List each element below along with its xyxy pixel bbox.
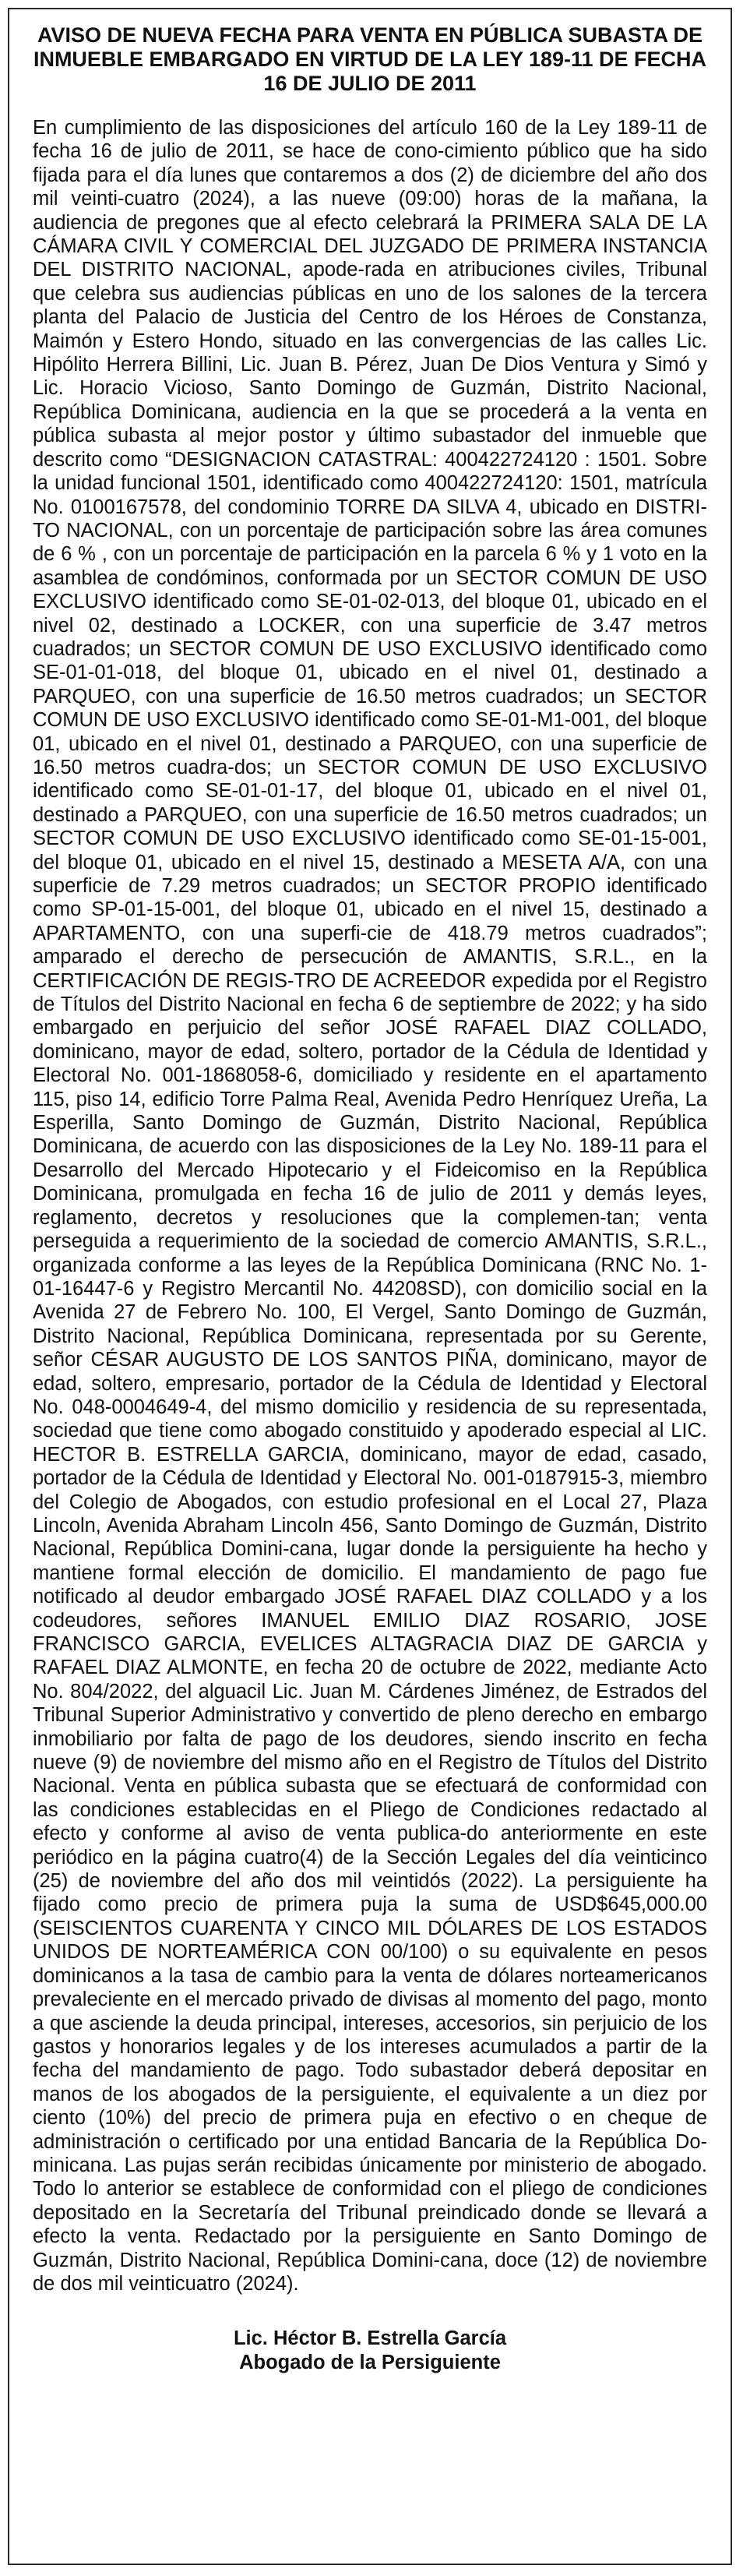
signature-name: Lic. Héctor B. Estrella García	[233, 2327, 507, 2350]
legal-notice-frame	[8, 8, 732, 2565]
signature-role: Abogado de la Persiguiente	[239, 2352, 501, 2374]
signature-block	[33, 2327, 707, 2375]
notice-title: AVISO DE NUEVA FECHA PARA VENTA EN PÚBLICA SUBASTA DE INMUEBLE EMBARGADO EN VIRTUD DE LA LEY 189-11 DE FECHA 16 DE JULIO DE 2011	[33, 23, 707, 95]
notice-body-text: En cumplimiento de las disposiciones del artículo 160 de la Ley 189-11 de fecha 16 de julio de 2011, se hace de cono-cimiento público que ha sido fijada para el día lunes que contaremos a dos (2) de diciembre del año dos mil veinti-cuatro (2024), a las nueve (09:00) horas de la mañana, la audiencia de pregones que al efecto celebrará la PRIMERA SALA DE LA CÁMARA CIVIL Y COMERCIAL DEL JUZGADO DE PRIMERA INSTANCIA DEL DISTRITO NACIONAL, apode-rada en atribuciones civiles, Tribunal que celebra sus audiencias públicas en uno de los salones de la tercera planta del Palacio de Justicia del Centro de los Héroes de Constanza, Maimón y Estero Hondo, situado en las convergencias de las calles Lic. Hipólito Herrera Billini, Lic. Juan B. Pérez, Juan De Dios Ventura y Simó y Lic. Horacio Vicioso, Santo Domingo de Guzmán, Distrito Nacional, República Dominicana, audiencia en la que se procederá a la venta en pública subasta al mejor postor y último subastador del inmueble que descrito como “DESIGNACION CATASTRAL: 400422724120 : 1501. Sobre la unidad funcional 1501, identificado como 400422724120: 1501, matrícula No. 0100167578, del condominio TORRE DA SILVA 4, ubicado en DISTRI-TO NACIONAL, con un porcentaje de participación sobre las área comunes de 6 % , con un porcentaje de participación en la parcela 6 % y 1 voto en la asamblea de condóminos, conformada por un SECTOR COMUN DE USO EXCLUSIVO identificado como SE-01-02-013, del bloque 01, ubicado en el nivel 02, destinado a LOCKER, con una superficie de 3.47 metros cuadrados; un SECTOR COMUN DE USO EXCLUSIVO identificado como SE-01-01-018, del bloque 01, ubicado en el nivel 01, destinado a PARQUEO, con una superficie de 16.50 metros cuadrados; un SECTOR COMUN DE USO EXCLUSIVO identificado como SE-01-M1-001, del bloque 01, ubicado en el nivel 01, destinado a PARQUEO, con una superficie de 16.50 metros cuadra-dos; un SECTOR COMUN DE USO EXCLUSIVO identificado como SE-01-01-17, del bloque 01, ubicado en el nivel 01, destinado a PARQUEO, con una superficie de 16.50 metros cuadrados; un SECTOR COMUN DE USO EXCLUSIVO identificado como SE-01-15-001, del bloque 01, ubicado en el nivel 15, destinado a MESETA A/A, con una superficie de 7.29 metros cuadrados; un SECTOR PROPIO identificado como SP-01-15-001, del bloque 01, ubicado en el nivel 15, destinado a APARTAMENTO, con una superfi-cie de 418.79 metros cuadrados”; amparado el derecho de persecución de AMANTIS, S.R.L., en la CERTIFICACIÓN DE REGIS-TRO DE ACREEDOR expedida por el Registro de Títulos del Distrito Nacional en fecha 6 de septiembre de 2022; y ha sido embargado en perjuicio del señor JOSÉ RAFAEL DIAZ COLLADO, dominicano, mayor de edad, soltero, portador de la Cédula de Identidad y Electoral No. 001-1868058-6, domiciliado y residente en el apartamento 115, piso 14, edificio Torre Palma Real, Avenida Pedro Henríquez Ureña, La Esperilla, Santo Domingo de Guzmán, Distrito Nacional, República Dominicana, de acuerdo con las disposiciones de la Ley No. 189-11 para el Desarrollo del Mercado Hipotecario y el Fideicomiso en la República Dominicana, promulgada en fecha 16 de julio de 2011 y demás leyes, reglamento, decretos y resoluciones que la complemen-tan; venta perseguida a requerimiento de la sociedad de comercio AMANTIS, S.R.L., organizada conforme a las leyes de la República Dominicana (RNC No. 1-01-16447-6 y Registro Mercantil No. 44208SD), con domicilio social en la Avenida 27 de Febrero No. 100, El Vergel, Santo Domingo de Guzmán, Distrito Nacional, República Dominicana, representada por su Gerente, señor CÉSAR AUGUSTO DE LOS SANTOS PIÑA, dominicano, mayor de edad, soltero, empresario, portador de la Cédula de Identidad y Electoral No. 048-0004649-4, del mismo domicilio y residencia de su representada, sociedad que tiene como abogado constituido y apoderado especial al LIC. HECTOR B. ESTRELLA GARCIA, dominicano, mayor de edad, casado, portador de la Cédula de Identidad y Electoral No. 001-0187915-3, miembro del Colegio de Abogados, con estudio profesional en el Local 27, Plaza Lincoln, Avenida Abraham Lincoln 456, Santo Domingo de Guzmán, Distrito Nacional, República Domini-cana, lugar donde la persiguiente ha hecho y mantiene formal elección de domicilio. El mandamiento de pago fue notificado al deudor embargado JOSÉ RAFAEL DIAZ COLLADO y a los codeudores, señores IMANUEL EMILIO DIAZ ROSARIO, JOSE FRANCISCO GARCIA, EVELICES ALTAGRACIA DIAZ DE GARCIA y RAFAEL DIAZ ALMONTE, en fecha 20 de octubre de 2022, mediante Acto No. 804/2022, del alguacil Lic. Juan M. Cárdenes Jiménez, de Estrados del Tribunal Superior Administrativo y convertido de pleno derecho en embargo inmobiliario por falta de pago de los deudores, siendo inscrito en fecha nueve (9) de noviembre del mismo año en el Registro de Títulos del Distrito Nacional. Venta en pública subasta que se efectuará de conformidad con las condiciones establecidas en el Pliego de Condiciones redactado al efecto y conforme al aviso de venta publica-do anteriormente en este periódico en la página cuatro(4) de la Sección Legales del día veinticinco (25) de noviembre del año dos mil veintidós (2022). La persiguiente ha fijado como precio de primera puja la suma de USD$645,000.00 (SEISCIENTOS CUARENTA Y CINCO MIL DÓLARES DE LOS ESTADOS UNIDOS DE NORTEAMÉRICA CON 00/100) o su equivalente en pesos dominicanos a la tasa de cambio para la venta de dólares norteamericanos prevaleciente en el mercado privado de divisas al momento del pago, monto a que asciende la deuda principal, intereses, accesorios, sin perjuicio de los gastos y honorarios legales y de los intereses acumulados a partir de la fecha del mandamiento de pago. Todo subastador deberá depositar en manos de los abogados de la persiguiente, el equivalente a un diez por ciento (10%) del precio de primera puja en efectivo o en cheque de administración o certificado por una entidad Bancaria de la República Do-minicana. Las pujas serán recibidas únicamente por ministerio de abogado. Todo lo anterior se establece de conformidad con el pliego de condiciones depositado en la Secretaría del Tribunal preindicado donde se llevará a efecto la venta. Redactado por la persiguiente en Santo Domingo de Guzmán, Distrito Nacional, República Domini-cana, doce (12) de noviembre de dos mil veinticuatro (2024).	[33, 117, 707, 2295]
